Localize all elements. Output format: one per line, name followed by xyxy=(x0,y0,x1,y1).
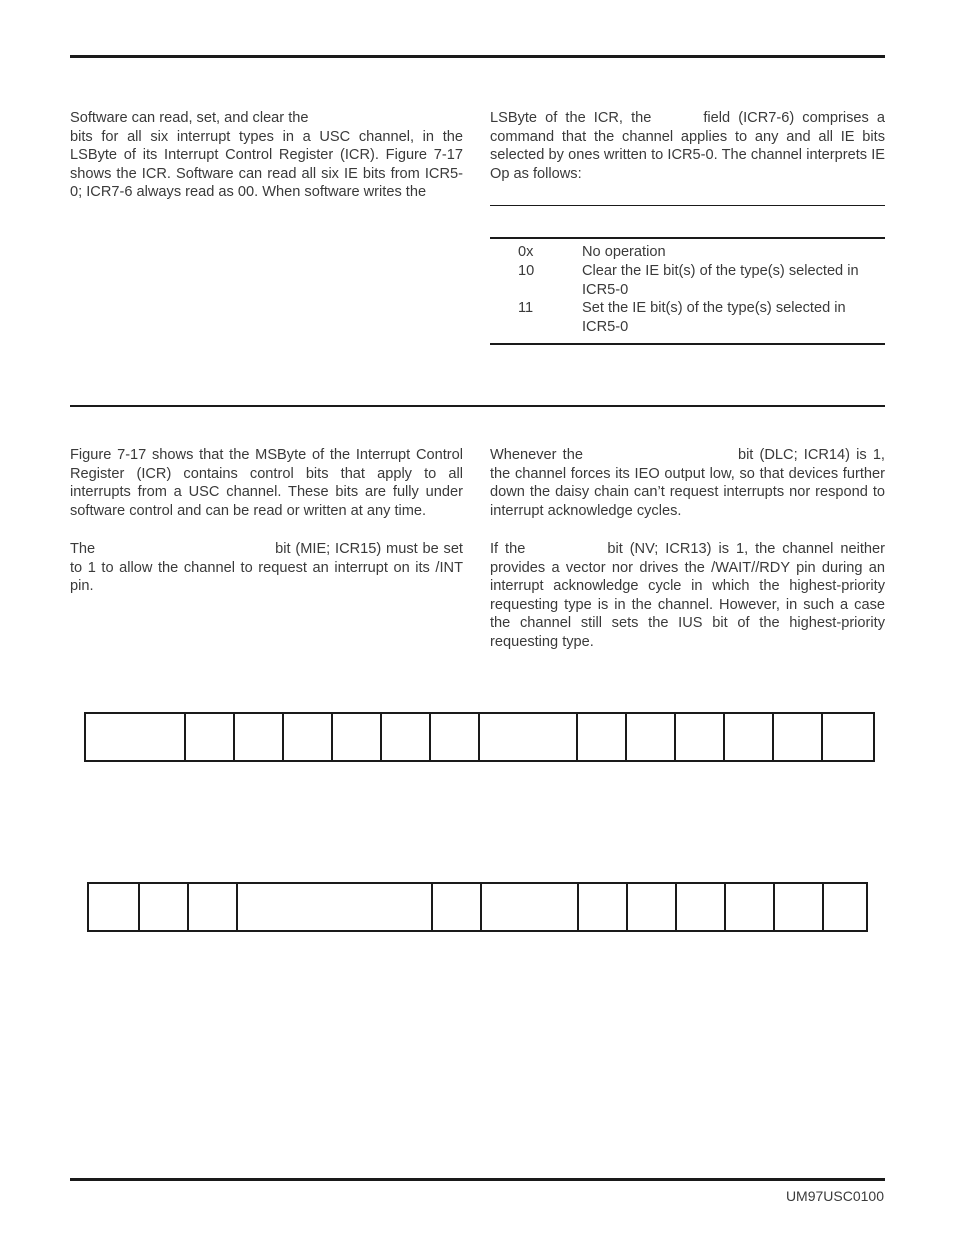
dlc-paragraph-part2: bit (DLC; ICR14) is 1, the channel forces its IEO output low, so that devices further down the daisy chain can’t request interrupts nor respond to interrupt acknowledge cycles. xyxy=(490,447,885,519)
mie-paragraph-part1: The xyxy=(70,541,96,557)
register-field xyxy=(429,714,478,760)
nv-paragraph-part2: bit (NV; ICR13) is 1, the channel neither provides a vector nor drives the /WAIT//RDY pin during an interrupt acknowledge cycle in which the highest-priority requesting type is in the channel. However, in such a case the channel still sets the IUS bit of the highest-priority requesting type. xyxy=(490,541,885,650)
ie-op-description: Set the IE bit(s) of the type(s) selected in ICR5-0 xyxy=(582,300,846,335)
register-field xyxy=(674,714,723,760)
document-id: UM97USC0100 xyxy=(785,1188,884,1204)
register-field xyxy=(773,884,822,930)
ie-bits-paragraph-line1: Software can read, set, and clear the xyxy=(70,110,309,126)
ie-op-paragraph xyxy=(490,109,885,183)
register-field xyxy=(821,714,873,760)
ie-op-table-bottom-rule xyxy=(490,343,885,345)
register-field xyxy=(331,714,380,760)
register-field xyxy=(576,714,625,760)
register-field xyxy=(478,714,576,760)
ie-op-code: 10 xyxy=(518,263,535,279)
ie-op-table-top-rule xyxy=(490,205,885,206)
register-field xyxy=(480,884,577,930)
register-field xyxy=(89,884,138,930)
ie-op-row xyxy=(490,243,885,262)
ie-op-row xyxy=(490,299,885,337)
register-field xyxy=(184,714,233,760)
register-field xyxy=(282,714,331,760)
ie-op-description: Clear the IE bit(s) of the type(s) selected in ICR5-0 xyxy=(582,263,859,298)
ie-op-paragraph-part1: LSByte of the ICR, the xyxy=(490,110,652,126)
ie-op-paragraph-part2: field (ICR7-6) comprises a command that the channel applies to any and all IE bits selected by ones written to ICR5-0. The channel interprets IE Op as follows: xyxy=(490,110,885,182)
register-field xyxy=(724,884,773,930)
icr-lsbyte-register-diagram xyxy=(87,882,868,932)
register-field xyxy=(86,714,184,760)
ie-op-code: 11 xyxy=(518,300,534,316)
register-field xyxy=(723,714,772,760)
msbyte-paragraph xyxy=(70,446,463,520)
ie-bits-paragraph-rest: bits for all six interrupt types in a USC channel, in the LSByte of its Interrupt Control Register (ICR). Figure 7-17 shows the ICR. Software can read all six IE bits from ICR5-0; ICR7-6 always read as 00. When software writes the xyxy=(70,128,463,201)
register-field xyxy=(822,884,866,930)
register-field xyxy=(675,884,724,930)
dlc-paragraph-part1: Whenever the xyxy=(490,447,583,463)
register-field xyxy=(626,884,675,930)
ie-op-description: No operation xyxy=(582,244,666,260)
register-field xyxy=(380,714,429,760)
register-field xyxy=(772,714,821,760)
register-field xyxy=(233,714,282,760)
ie-bits-paragraph xyxy=(70,109,463,202)
register-field xyxy=(236,884,431,930)
nv-paragraph-part1: If the xyxy=(490,541,526,557)
register-field xyxy=(431,884,480,930)
register-field xyxy=(187,884,236,930)
mie-paragraph xyxy=(70,540,463,596)
dlc-paragraph xyxy=(490,446,885,520)
ie-op-table-header-rule xyxy=(490,237,885,239)
nv-paragraph xyxy=(490,540,885,652)
register-field xyxy=(577,884,626,930)
msbyte-paragraph-text: Figure 7-17 shows that the MSByte of the Interrupt Control Register (ICR) contains control bits that apply to all interrupts from a USC channel. These bits are fully under software control and can be read or written at any time. xyxy=(70,447,463,519)
ie-op-code: 0x xyxy=(518,244,534,260)
mie-paragraph-part2: bit (MIE; ICR15) must be set to 1 to allow the channel to request an interrupt on its /INT pin. xyxy=(70,541,463,595)
bottom-rule xyxy=(70,1178,885,1181)
top-rule xyxy=(70,55,885,58)
section-rule xyxy=(70,405,885,407)
register-field xyxy=(625,714,674,760)
icr-msbyte-register-diagram xyxy=(84,712,875,762)
ie-op-row xyxy=(490,262,885,300)
register-field xyxy=(138,884,187,930)
